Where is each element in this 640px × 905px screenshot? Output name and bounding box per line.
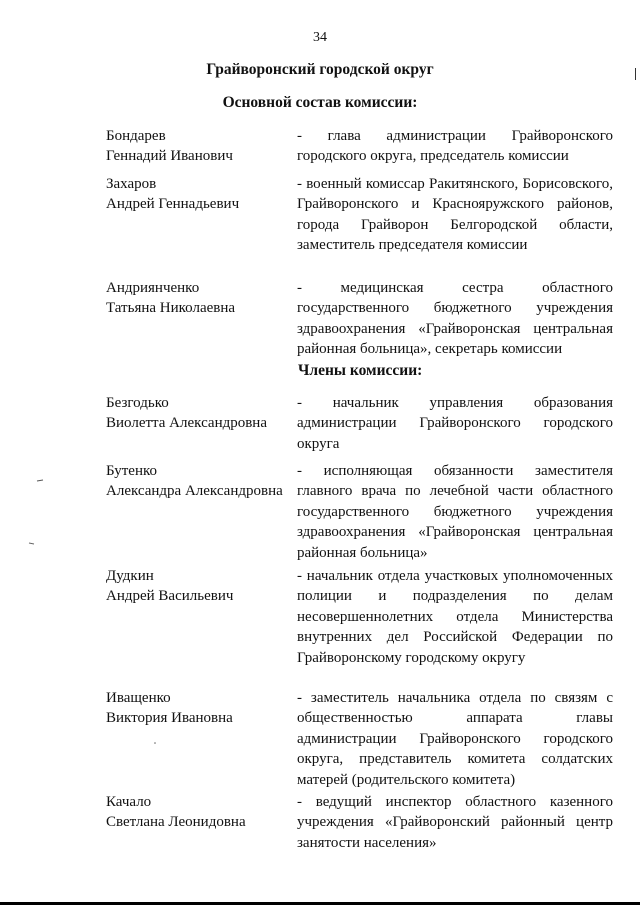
person-surname: Дудкин xyxy=(106,568,154,584)
person-role: - исполняющая обязанности заместителя главного врача по лечебной части областного государственного бюджетного учреждения здравоохранения «Грайворонская центральная районная больница» xyxy=(297,463,613,561)
person-given-names: Андрей Васильевич xyxy=(106,588,234,604)
person-given-names: Виолетта Александровна xyxy=(106,415,267,431)
person-role: - глава администрации Грайворонского городского округа, председатель комиссии xyxy=(297,128,613,165)
person-name xyxy=(106,461,286,501)
scan-speck xyxy=(28,540,36,546)
person-surname: Безгодько xyxy=(106,395,169,411)
main-composition-heading: Основной состав комиссии: xyxy=(222,94,418,111)
person-surname: Бондарев xyxy=(106,128,166,144)
page-number: 34 xyxy=(313,30,327,45)
members-heading: Члены комиссии: xyxy=(298,362,423,379)
person-name xyxy=(106,792,286,832)
scan-edge-mark xyxy=(635,68,636,80)
person-surname: Иващенко xyxy=(106,690,171,706)
person-name xyxy=(106,278,286,318)
person-role: - начальник управления образования администрации Грайворонского городского округа xyxy=(297,395,613,452)
person-surname: Захаров xyxy=(106,176,157,192)
person-surname: Бутенко xyxy=(106,463,158,479)
person-surname: Качало xyxy=(106,794,152,810)
person-role: - военный комиссар Ракитянского, Борисовского, Грайворонского и Краснояружского районов, города Грайворон Белгородской области, заместитель председателя комиссии xyxy=(297,176,613,254)
person-role: - ведущий инспектор областного казенного учреждения «Грайворонский районный центр занятости населения» xyxy=(297,794,613,851)
scan-speck xyxy=(152,740,158,746)
person-surname: Андриянченко xyxy=(106,280,200,296)
person-name xyxy=(106,566,286,606)
person-role: - заместитель начальника отдела по связям с общественностью аппарата главы администрации Грайворонского городского округа, представитель комитета солдатских матерей (родительского комитета) xyxy=(297,690,613,788)
district-title: Грайворонский городской округ xyxy=(206,61,434,78)
person-given-names: Андрей Геннадьевич xyxy=(106,196,240,212)
person-given-names: Александра Александровна xyxy=(106,483,283,499)
scan-speck xyxy=(36,478,44,484)
person-name xyxy=(106,393,286,433)
person-name xyxy=(106,126,286,166)
person-name xyxy=(106,174,286,214)
person-role: - начальник отдела участковых уполномоченных полиции и подразделения по делам несовершеннолетних отдела Министерства внутренних дел Российской Федерации по Грайворонскому городскому округу xyxy=(297,568,613,666)
person-given-names: Виктория Ивановна xyxy=(106,710,233,726)
person-name xyxy=(106,688,286,728)
person-given-names: Татьяна Николаевна xyxy=(106,300,236,316)
person-given-names: Геннадий Иванович xyxy=(106,148,233,164)
person-given-names: Светлана Леонидовна xyxy=(106,814,246,830)
person-role: - медицинская сестра областного государственного бюджетного учреждения здравоохранения «Грайворонская центральная районная больница», секретарь комиссии xyxy=(297,280,613,358)
